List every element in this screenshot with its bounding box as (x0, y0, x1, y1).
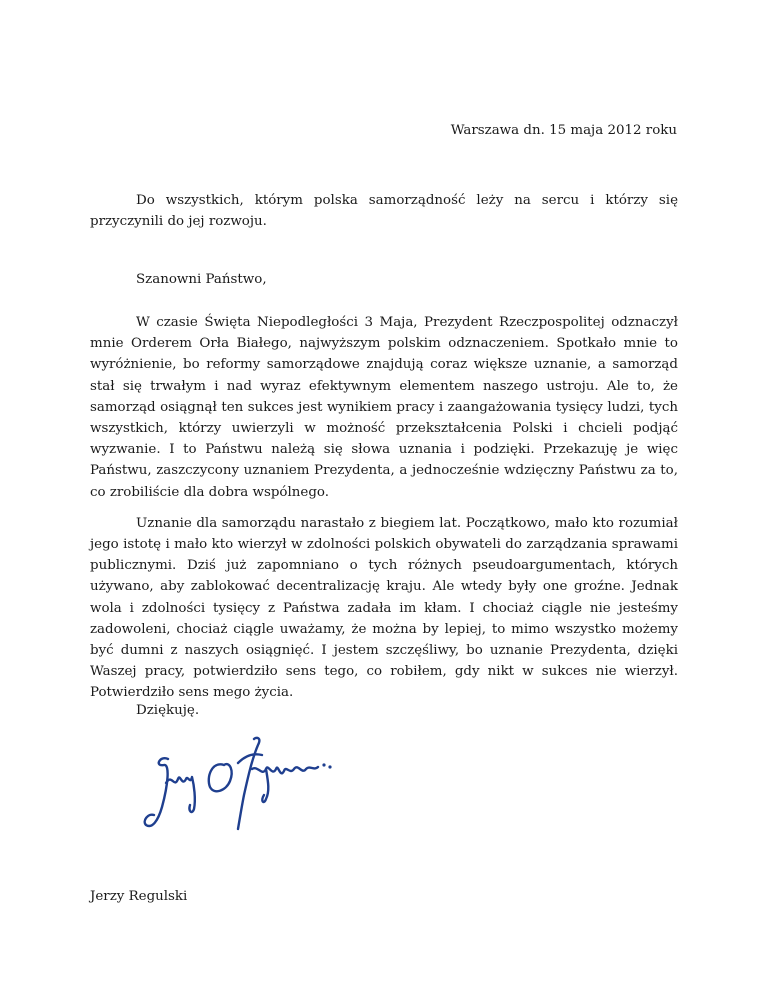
handwritten-signature (138, 725, 338, 840)
salutation: Szanowni Państwo, (136, 272, 267, 287)
letter-body (90, 312, 678, 704)
closing-line: Dziękuję. (136, 703, 200, 718)
place-date: Warszawa dn. 15 maja 2012 roku (450, 123, 677, 138)
addressee-line: Do wszystkich, którym polska samorządność leży na sercu i którzy się przyczynili do jej rozwoju. (90, 193, 678, 230)
body-paragraph: W czasie Święta Niepodległości 3 Maja, Prezydent Rzeczpospolitej odznaczył mnie Orderem Orła Białego, najwyższym polskim odznaczeniem. Spotkało mnie to wyróżnienie, bo reformy samorządowe znajdują coraz większe uznanie, a samorząd stał się trwałym i nad wyraz efektywnym elementem naszego ustroju. Ale to, że samorząd osiągnął ten sukces jest wynikiem pracy i zaangażowania tysięcy ludzi, tych wszystkich, którzy uwierzyli w możność przekształcenia Polski i chcieli podjąć wyzwanie. I to Państwu należą się słowa uznania i podzięki. Przekazuję je więc Państwu, zaszczycony uznaniem Prezydenta, a jednocześnie wdzięczny Państwu za to, co zrobiliście dla dobra wspólnego. (90, 315, 678, 500)
signature-image (138, 725, 338, 840)
signer-name: Jerzy Regulski (90, 889, 188, 904)
body-paragraph: Uznanie dla samorządu narastało z biegiem lat. Początkowo, mało kto rozumiał jego istotę i mało kto wierzył w zdolności polskich obywateli do zarządzania sprawami publicznymi. Dziś już zapomniano o tych różnych pseudoargumentach, których używano, aby zablokować decentralizację kraju. Ale wtedy były one groźne. Jednak wola i zdolności tysięcy z Państwa zadała im kłam. I chociaż ciągle nie jesteśmy zadowoleni, chociaż ciągle uważamy, że można by lepiej, to mimo wszystko możemy być dumni z naszych osiągnięć. I jestem szczęśliwy, bo uznanie Prezydenta, dzięki Waszej pracy, potwierdziło sens tego, co robiłem, gdy nikt w sukces nie wierzył. Potwierdziło sens mego życia. (90, 515, 678, 701)
